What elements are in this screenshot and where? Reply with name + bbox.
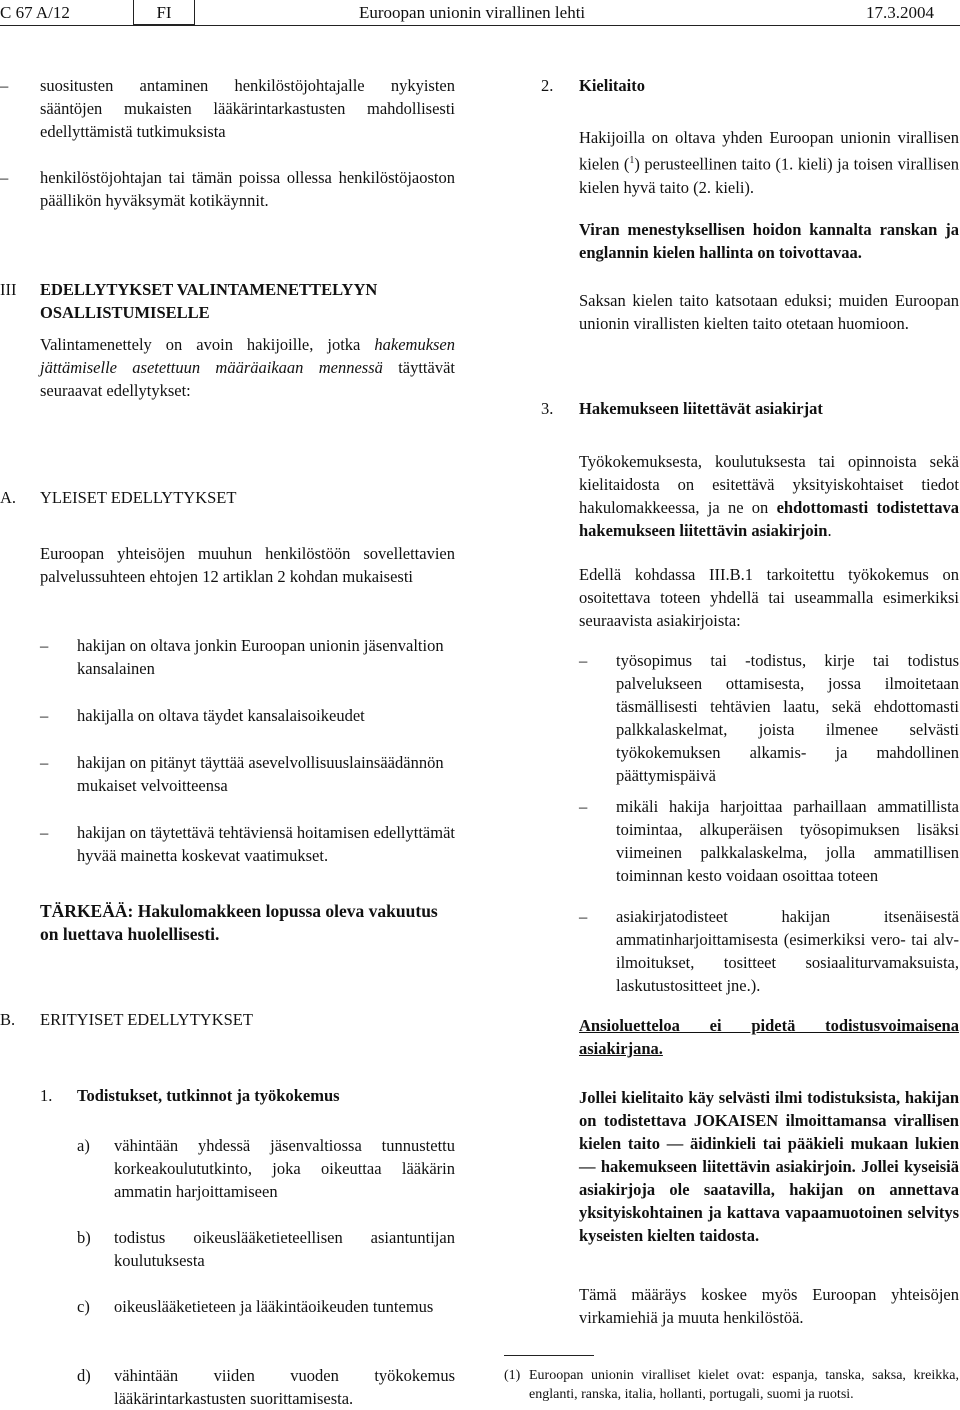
document-item: asiakirjatodisteet hakijan itsenäisestä ammatinharjoittamisesta (esimerkiksi vero- tai alv-ilmoitukset, tositteet sosiaaliturvamaksuista, laskutustositteet jne.). bbox=[616, 907, 959, 995]
dash-marker: – bbox=[579, 797, 588, 816]
dash-marker: – bbox=[40, 753, 49, 772]
dash-marker: – bbox=[0, 168, 9, 187]
dash-marker: – bbox=[40, 636, 49, 655]
subsection-title: ERITYISET EDELLYTYKSET bbox=[40, 1010, 253, 1029]
footnote-rule bbox=[504, 1355, 594, 1356]
item-letter: d) bbox=[77, 1366, 91, 1385]
header-rule bbox=[0, 25, 960, 26]
condition-item: hakijan on täytettävä tehtäviensä hoitamisen edellyttämät hyvää mainetta koskevat vaatimukset. bbox=[77, 823, 455, 865]
subsection-title: YLEISET EDELLYTYKSET bbox=[40, 488, 237, 507]
document-item: työsopimus tai -todistus, kirje tai todistus palvelukseen ottamisesta, jossa ilmoitetaan täsmällisesti tehtävien laatu, sekä ehdottomasti palkkalaskelmat, joista ilmenee selvästi työkokemuksen alkamis- ja mahdollinen päättymispäivä bbox=[616, 651, 959, 785]
section-intro: Valintamenettely on avoin hakijoille, jotka hakemuksen jättämiselle asetettuun määräaikaan mennessä täyttävät seuraavat edellytykset: bbox=[40, 335, 456, 400]
qualification-item: oikeuslääketieteen ja lääkintäoikeuden tuntemus bbox=[114, 1297, 434, 1316]
footnote-text: Euroopan unionin viralliset kielet ovat: espanja, tanska, saksa, kreikka, englanti, ranska, italia, hollanti, portugali, suomi ja ruotsi. bbox=[529, 1368, 959, 1402]
section-title: EDELLYTYKSET VALINTAMENETTELYYN OSALLISTUMISELLE bbox=[40, 280, 378, 322]
condition-item: hakijan on pitänyt täyttää asevelvollisuuslainsäädännön mukaiset velvoitteensa bbox=[77, 753, 444, 795]
issue-date: 17.3.2004 bbox=[866, 3, 934, 22]
dash-marker: – bbox=[40, 823, 49, 842]
dash-item-medical-exams: suositusten antaminen henkilöstöjohtajalle nykyisten sääntöjen mukaisten lääkärintarkastusten mahdollisesti edellyttämistä tutkimuksista bbox=[40, 76, 455, 141]
qualification-item: vähintään yhdessä jäsenvaltiossa tunnustettu korkeakoulututkinto, joka oikeuttaa lääkärin ammatin harjoittamiseen bbox=[114, 1136, 455, 1201]
dash-marker: – bbox=[579, 907, 588, 926]
dash-item-home-visits: henkilöstöjohtajan tai tämän poissa ollessa henkilöstöjaoston päällikön hyväksymät kotikäynnit. bbox=[40, 168, 455, 210]
dash-marker: – bbox=[0, 76, 9, 95]
item-letter: b) bbox=[77, 1228, 91, 1247]
condition-item: hakijalla on oltava täydet kansalaisoikeudet bbox=[77, 706, 365, 725]
document-item: mikäli hakija harjoittaa parhaillaan ammatillista toimintaa, alkuperäisen työsopimuksen lisäksi viimeinen palkkalaskelma, jolla ammatillisen toiminnan kesto voidaan osoittaa toteen bbox=[616, 797, 959, 885]
language-proof-notice: Jollei kielitaito käy selvästi ilmi todistuksista, hakijan on todistettava JOKAISEN ilmoittamansa virallisen kielen taito — äidinkieli tai pääkieli mukaan lukien — hakemukseen liitettävin asiakirjoin. Jollei kyseisiä asiakirjoja ole saatavilla, hakijan on annettava yksityiskohtainen ja kattava vapaamuotoinen selvitys kyseisten kielten taidosta. bbox=[579, 1088, 959, 1245]
documents-intro: Työkokemuksesta, koulutuksesta tai opinnoista sekä kielitaidosta on esitettävä yksityiskohtaiset tiedot hakulomakkeessa, ja ne on ehdottomasti todistettava hakemukseen liitettävin asiakirjoin. bbox=[579, 452, 960, 540]
item-title: Hakemukseen liitettävät asiakirjat bbox=[579, 399, 823, 418]
qualification-item: todistus oikeuslääketieteellisen asiantuntijan koulutuksesta bbox=[114, 1228, 455, 1270]
language-preference: Viran menestyksellisen hoidon kannalta ranskan ja englannin kielen hallinta on toivottavaa. bbox=[579, 220, 959, 262]
language-advantage: Saksan kielen taito katsotaan eduksi; muiden Euroopan unionin virallisten kielten taito otetaan huomioon. bbox=[579, 291, 959, 333]
footnote-number: (1) bbox=[504, 1368, 521, 1383]
dash-marker: – bbox=[40, 706, 49, 725]
dash-marker: – bbox=[579, 651, 588, 670]
experience-proof-intro: Edellä kohdassa III.B.1 tarkoitettu työkokemus on osoitettava toteen yhdellä tai useammalla esimerkiksi seuraavista asiakirjoista: bbox=[579, 565, 959, 630]
qualification-item: vähintään viiden vuoden työkokemus lääkärintarkastusten suorittamisesta. bbox=[114, 1366, 455, 1408]
item-number: 3. bbox=[541, 399, 554, 418]
item-title: Todistukset, tutkinnot ja työkokemus bbox=[77, 1086, 340, 1105]
item-number: 2. bbox=[541, 76, 554, 95]
important-notice: TÄRKEÄÄ: Hakulomakkeen lopussa oleva vakuutus on luettava huolellisesti. bbox=[40, 901, 438, 944]
subsection-letter: A. bbox=[0, 488, 17, 507]
applicability-note: Tämä määräys koskee myös Euroopan yhteisöjen virkamiehiä ja muuta henkilöstöä. bbox=[579, 1285, 959, 1327]
item-title: Kielitaito bbox=[579, 76, 645, 95]
general-conditions-intro: Euroopan yhteisöjen muuhun henkilöstöön sovellettavien palvelussuhteen ehtojen 12 artiklan 2 kohdan mukaisesti bbox=[40, 544, 455, 586]
footnote-ref: 1 bbox=[629, 155, 635, 166]
item-letter: a) bbox=[77, 1136, 90, 1155]
language-code-box: FI bbox=[133, 0, 195, 25]
condition-item: hakijan on oltava jonkin Euroopan unionin jäsenvaltion kansalainen bbox=[77, 636, 444, 678]
item-number: 1. bbox=[40, 1086, 53, 1105]
item-letter: c) bbox=[77, 1297, 90, 1316]
language-requirement: Hakijoilla on oltava yhden Euroopan unionin virallisen kielen ($^1$) perusteellinen taito (1. kieli) ja toisen virallisen kielen hyvä taito (2. kieli). bbox=[579, 128, 960, 197]
journal-ref: C 67 A/12 bbox=[0, 3, 70, 22]
subsection-letter: B. bbox=[0, 1010, 16, 1029]
section-number: III bbox=[0, 280, 17, 299]
cv-notice: Ansioluetteloa ei pidetä todistusvoimaisena asiakirjana. bbox=[579, 1016, 959, 1058]
journal-title: Euroopan unionin virallinen lehti bbox=[359, 3, 586, 22]
